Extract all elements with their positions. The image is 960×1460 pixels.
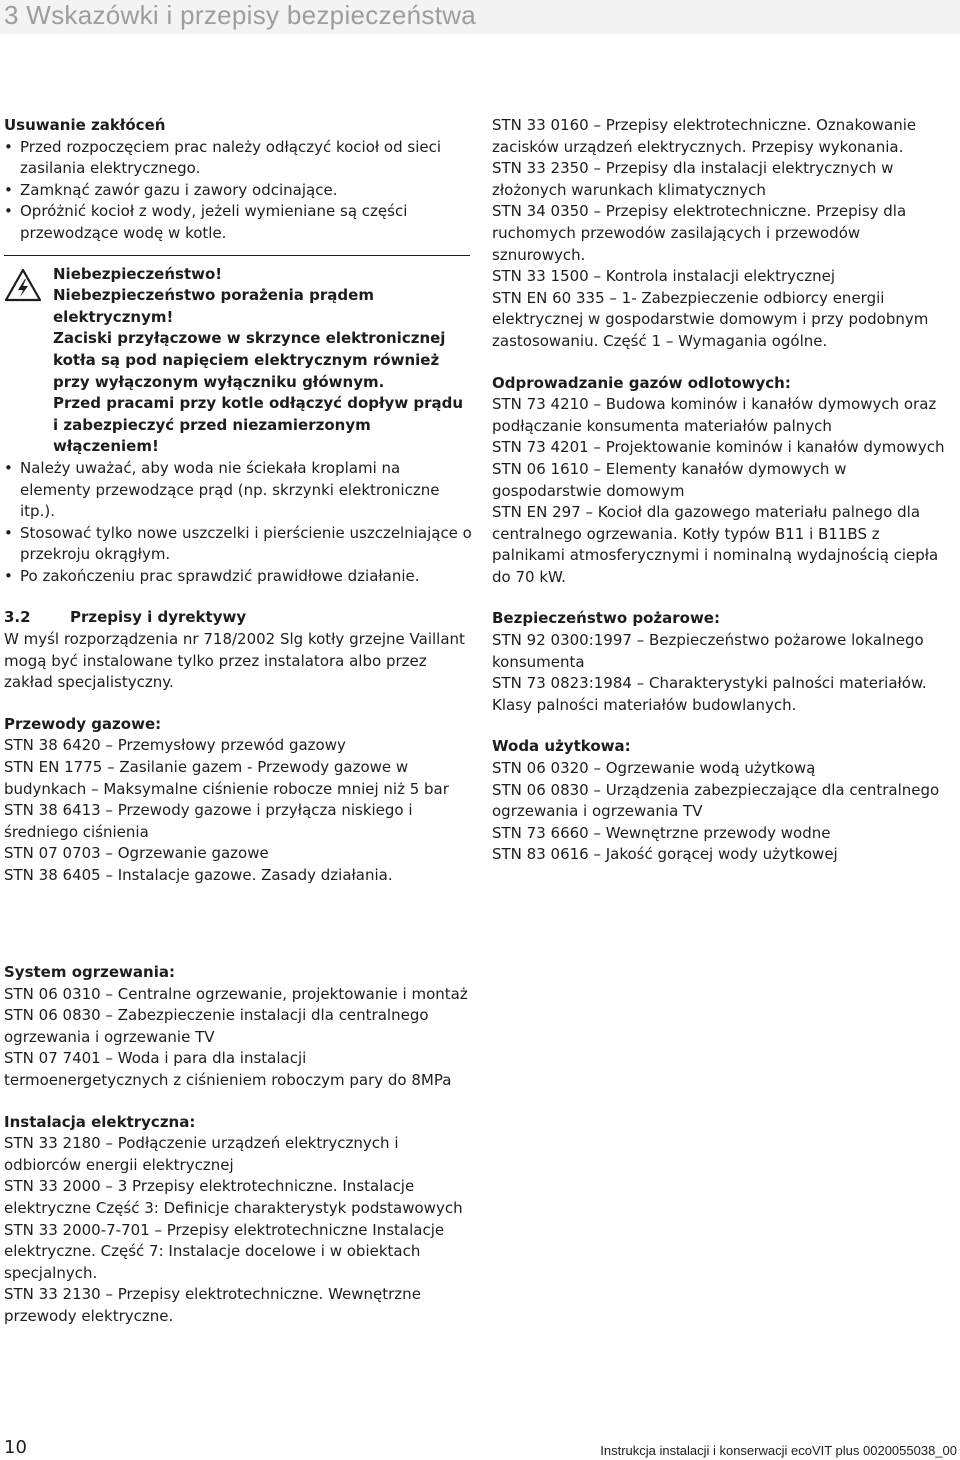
heating-heading: System ogrzewania: <box>4 963 175 981</box>
flue-heading: Odprowadzanie gazów odlotowych: <box>492 373 791 392</box>
section-number: 3.2 <box>4 608 31 627</box>
electric-line: STN EN 60 335 – 1- Zabezpieczenie odbiorcy energii elektrycznej w gospodarstwie domowym i przy podobnym zastosowaniu. Część 1 – Wymagania ogólne. <box>492 288 929 350</box>
fault-heading: Usuwanie zakłóceń <box>4 116 166 134</box>
precaution-list <box>4 458 474 588</box>
flue-line: STN 06 1610 – Elementy kanałów dymowych w gospodarstwie domowym <box>492 459 847 500</box>
water-line: STN 06 0830 – Urządzenia zabezpieczające dla centralnego ogrzewania i ogrzewania TV <box>492 780 940 821</box>
electric-hazard-icon <box>4 268 42 302</box>
electric-line: STN 33 2130 – Przepisy elektrotechniczne. Wewnętrzne przewody elektryczne. <box>4 1285 421 1325</box>
danger-notice <box>4 255 470 458</box>
section-title: Przepisy i dyrektywy <box>70 608 247 627</box>
list-item: • Przed rozpoczęciem prac należy odłączyć kocioł od sieci zasilania elektrycznego. <box>4 137 474 180</box>
fire-heading: Bezpieczeństwo pożarowe: <box>492 609 720 628</box>
water-heading: Woda użytkowa: <box>492 737 631 756</box>
flue-line: STN 73 4201 – Projektowanie kominów i kanałów dymowych <box>492 438 945 457</box>
bottom-left-column <box>4 962 474 1328</box>
gas-heading: Przewody gazowe: <box>4 714 162 733</box>
right-column <box>492 115 957 866</box>
gas-line: STN EN 1775 – Zasilanie gazem - Przewody gazowe w budynkach – Maksymalne ciśnienie robocze mniej niż 5 bar <box>4 758 449 798</box>
electric-line: STN 33 2180 – Podłączenie urządzeń elektrycznych i odbiorców energii elektrycznej <box>4 1134 399 1174</box>
page-number: 10 <box>4 1437 27 1458</box>
water-line: STN 06 0320 – Ogrzewanie wodą użytkową <box>492 759 816 778</box>
chapter-title: 3 Wskazówki i przepisy bezpieczeństwa <box>4 0 477 30</box>
electric-line: STN 33 1500 – Kontrola instalacji elektrycznej <box>492 267 836 286</box>
heating-line: STN 06 0830 – Zabezpieczenie instalacji dla centralnego ogrzewania i ogrzewanie TV <box>4 1006 429 1046</box>
electric-line: STN 33 2350 – Przepisy dla instalacji elektrycznych w złożonych warunkach klimatycznych <box>492 159 894 199</box>
gas-line: STN 38 6420 – Przemysłowy przewód gazowy <box>4 736 346 755</box>
fire-line: STN 73 0823:1984 – Charakterystyki palności materiałów. Klasy palności materiałów budowlanych. <box>492 674 927 714</box>
electric-line: STN 33 2000-7-701 – Przepisy elektrotechniczne Instalacje elektryczne. Część 7: Instalacje docelowe i w obiektach specjalnych. <box>4 1220 445 1282</box>
list-item: • Stosować tylko nowe uszczelki i pierścienie uszczelniające o przekroju okrągłym. <box>4 523 474 566</box>
electric-line: STN 33 2000 – 3 Przepisy elektrotechniczne. Instalacje elektryczne Część 3: Definicje charakterystyk podstawowych <box>4 1177 463 1217</box>
section-heading <box>4 607 474 629</box>
electric-line: STN 34 0350 – Przepisy elektrotechniczne. Przepisy dla ruchomych przewodów zasilających i przewodów sznurowych. <box>492 202 907 264</box>
flue-line: STN 73 4210 – Budowa kominów i kanałów dymowych oraz podłączanie konsumenta materiałów palnych <box>492 395 937 435</box>
fault-list <box>4 137 474 245</box>
fire-line: STN 92 0300:1997 – Bezpieczeństwo pożarowe lokalnego konsumenta <box>492 631 924 671</box>
list-item: • Po zakończeniu prac sprawdzić prawidłowe działanie. <box>4 566 474 588</box>
document-footer: Instrukcja instalacji i konserwacji ecoVIT plus 0020055038_00 <box>600 1443 957 1458</box>
gas-line: STN 38 6405 – Instalacje gazowe. Zasady działania. <box>4 866 393 884</box>
danger-title: Niebezpieczeństwo! <box>53 264 223 283</box>
water-line: STN 83 0616 – Jakość gorącej wody użytkowej <box>492 845 838 864</box>
danger-line: Zaciski przyłączowe w skrzynce elektronicznej kotła są pod napięciem elektrycznym również przy wyłączonym wyłączniku głównym. <box>53 329 446 391</box>
electric-heading: Instalacja elektryczna: <box>4 1112 196 1131</box>
heating-line: STN 07 7401 – Woda i para dla instalacji termoenergetycznych z ciśnieniem roboczym pary do 8MPa <box>4 1049 452 1089</box>
chapter-header-band <box>0 0 960 34</box>
flue-line: STN EN 297 – Kocioł dla gazowego materiału palnego dla centralnego ogrzewania. Kotły typów B11 i B11BS z palnikami atmosferycznymi i nominalną wydajnością ciepła do 70 kW. <box>492 503 939 586</box>
gas-line: STN 07 0703 – Ogrzewanie gazowe <box>4 844 269 863</box>
gas-line: STN 38 6413 – Przewody gazowe i przyłącza niskiego i średniego ciśnienia <box>4 801 413 841</box>
list-item: • Zamknąć zawór gazu i zawory odcinające. <box>4 180 474 202</box>
list-item: • Należy uważać, aby woda nie ściekała kroplami na elementy przewodzące prąd (np. skrzynki elektroniczne itp.). <box>4 458 474 523</box>
danger-subtitle: Niebezpieczeństwo porażenia prądem elektrycznym! <box>53 286 374 326</box>
danger-line: Przed pracami przy kotle odłączyć dopływ prądu i zabezpieczyć przed niezamierzonym włączeniem! <box>53 394 464 456</box>
left-column <box>4 115 474 887</box>
electric-line: STN 33 0160 – Przepisy elektrotechniczne. Oznakowanie zacisków urządzeń elektrycznych. Przepisy wykonania. <box>492 116 917 156</box>
section-intro: W myśl rozporządzenia nr 718/2002 Slg kotły grzejne Vaillant mogą być instalowane tylko przez instalatora albo przez zakład specjalistyczny. <box>4 630 465 692</box>
danger-text <box>53 264 470 458</box>
heating-line: STN 06 0310 – Centralne ogrzewanie, projektowanie i montaż <box>4 984 468 1003</box>
water-line: STN 73 6660 – Wewnętrzne przewody wodne <box>492 823 831 842</box>
list-item: • Opróżnić kocioł z wody, jeżeli wymieniane są części przewodzące wodę w kotle. <box>4 201 474 244</box>
